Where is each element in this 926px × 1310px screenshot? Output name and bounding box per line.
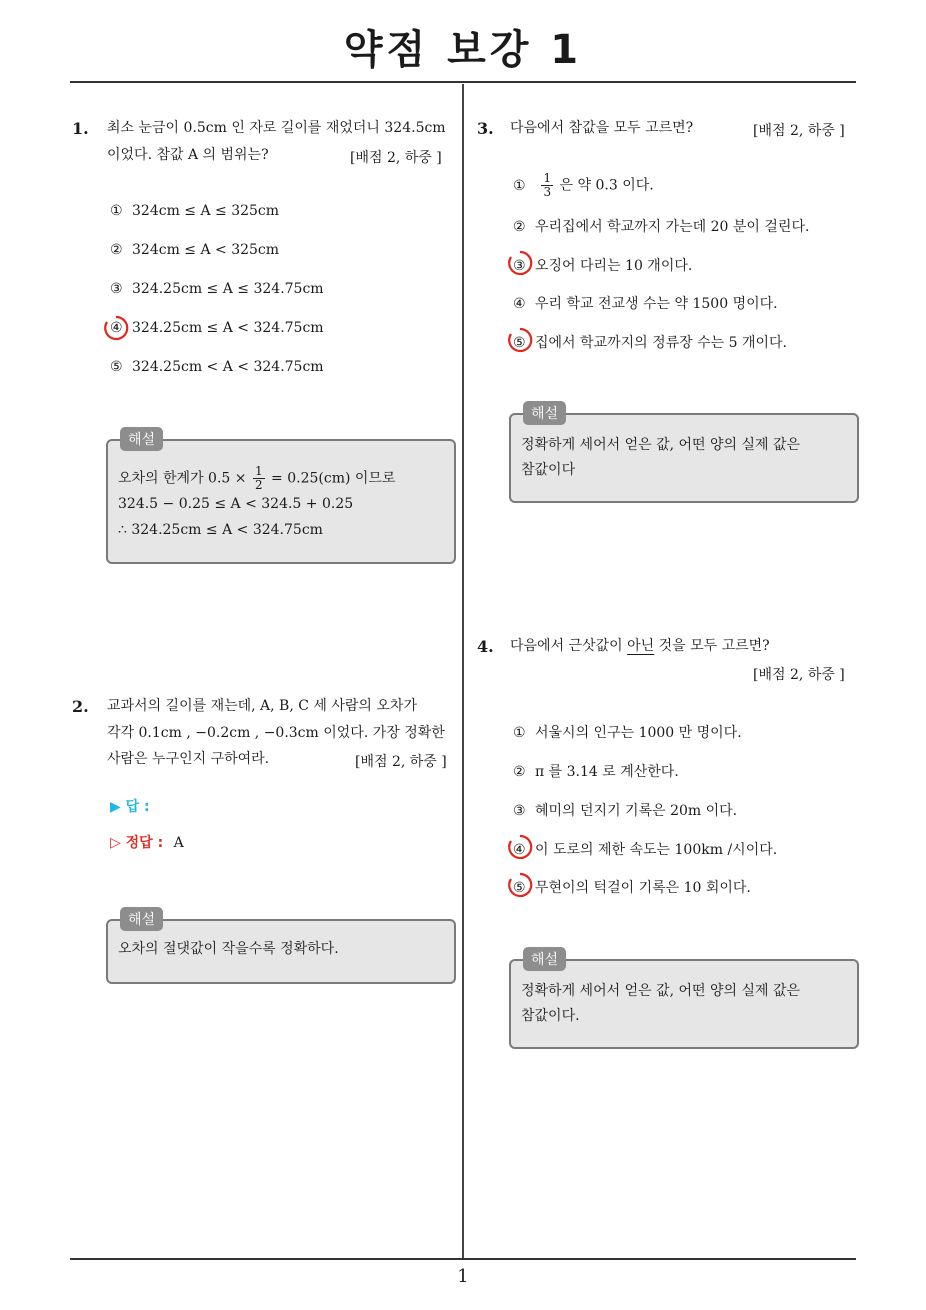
explanation-line: 정확하게 세어서 얻은 값, 어떤 양의 실제 값은 <box>521 983 801 999</box>
option-2[interactable] <box>110 242 279 258</box>
selected-circle-mark <box>102 314 130 342</box>
column-divider <box>462 84 464 1260</box>
footer-rule <box>70 1258 856 1260</box>
option-mark: ① <box>513 177 526 194</box>
question-text-underlined: 아닌 <box>627 638 655 654</box>
option-text: 무현이의 턱걸이 기록은 10 회이다. <box>535 880 751 896</box>
question-text-line <box>510 633 770 660</box>
question-number: 1. <box>72 119 89 138</box>
question-text-line: 사람은 누구인지 구하여라. <box>107 751 270 767</box>
question-text-line: 교과서의 길이를 재는데, A, B, C 세 사람의 오차가 <box>107 698 417 714</box>
option-mark: ② <box>110 242 123 258</box>
fraction-numerator: 1 <box>543 171 552 185</box>
explanation-line: 정확하게 세어서 얻은 값, 어떤 양의 실제 값은 <box>521 437 801 453</box>
header-rule <box>70 81 856 83</box>
option-mark: ④ <box>110 320 123 336</box>
option-1[interactable] <box>513 172 654 199</box>
option-text: 서울시의 인구는 1000 만 명이다. <box>535 725 742 741</box>
page-number: 1 <box>457 1266 469 1287</box>
score-meta: [배점 2, 하중 ] <box>753 123 845 139</box>
option-mark: ③ <box>513 803 526 819</box>
option-text: 324cm ≤ A ≤ 325cm <box>132 203 280 219</box>
option-2[interactable] <box>513 216 809 236</box>
option-2[interactable] <box>513 761 679 781</box>
option-text: 이 도로의 제한 속도는 100km /시이다. <box>535 842 778 858</box>
option-mark: ④ <box>513 842 526 858</box>
question-number: 4. <box>477 637 494 656</box>
question-number: 3. <box>477 119 494 138</box>
option-mark: ⑤ <box>513 880 526 896</box>
option-text: π 를 3.14 로 계산한다. <box>535 764 679 780</box>
explanation-line <box>118 465 395 492</box>
option-4[interactable] <box>513 293 778 313</box>
selected-circle-mark <box>506 326 534 354</box>
fraction-numerator: 1 <box>254 464 263 478</box>
explanation-line: 324.5 − 0.25 ≤ A < 324.5 + 0.25 <box>118 496 354 512</box>
option-3[interactable] <box>513 800 737 820</box>
option-mark: ① <box>513 725 526 741</box>
fraction <box>253 465 265 492</box>
option-5[interactable] <box>513 877 751 897</box>
option-1[interactable] <box>110 203 279 219</box>
option-4[interactable] <box>513 839 777 859</box>
selected-circle-mark <box>506 249 534 277</box>
score-meta: [배점 2, 하중 ] <box>753 667 845 683</box>
correct-answer-value: A <box>173 835 184 851</box>
option-mark: ③ <box>513 258 526 274</box>
option-1[interactable] <box>513 722 742 742</box>
correct-answer <box>110 832 184 852</box>
question-text-line: 이었다. 참값 A 의 범위는? <box>107 147 269 163</box>
explanation-text: 오차의 한계가 0.5 × <box>118 470 247 487</box>
explanation-line: 오차의 절댓값이 작을수록 정확하다. <box>118 941 339 957</box>
page-title: 약점 보강 1 <box>343 27 583 73</box>
option-text: 우리 학교 전교생 수는 약 1500 명이다. <box>535 296 778 312</box>
fraction-denominator: 2 <box>254 478 263 492</box>
explanation-tag: 해설 <box>523 401 566 425</box>
option-text: 324.25cm < A < 324.75cm <box>132 359 324 375</box>
fraction-denominator: 3 <box>543 185 552 199</box>
option-text: 324.25cm ≤ A ≤ 324.75cm <box>132 281 324 297</box>
option-text: 은 약 0.3 이다. <box>559 177 654 194</box>
question-text-line: 최소 눈금이 0.5cm 인 자로 길이를 재었더니 324.5cm <box>107 120 446 136</box>
option-5[interactable] <box>513 332 787 352</box>
selected-circle-mark <box>506 871 534 899</box>
option-mark: ② <box>513 219 526 235</box>
answer-label: ▶ 답 : <box>110 799 150 815</box>
correct-answer-label: ▷ 정답 : <box>110 835 164 851</box>
option-3[interactable] <box>110 281 324 297</box>
option-mark: ⑤ <box>110 359 123 375</box>
explanation-text: = 0.25(cm) 이므로 <box>271 470 396 487</box>
option-text: 우리집에서 학교까지 가는데 20 분이 걸린다. <box>535 219 810 235</box>
question-text-line: 각각 0.1cm , −0.2cm , −0.3cm 이었다. 가장 정확한 <box>107 725 445 741</box>
option-text: 집에서 학교까지의 정류장 수는 5 개이다. <box>535 335 787 351</box>
explanation-line: ∴ 324.25cm ≤ A < 324.75cm <box>118 522 323 538</box>
option-3[interactable] <box>513 255 692 275</box>
option-mark: ③ <box>110 281 123 297</box>
option-text: 오징어 다리는 10 개이다. <box>535 258 693 274</box>
explanation-tag: 해설 <box>120 907 163 931</box>
option-text: 혜미의 던지기 기록은 20m 이다. <box>535 803 738 819</box>
explanation-line: 참값이다 <box>521 462 576 478</box>
option-4[interactable] <box>110 320 324 336</box>
score-meta: [배점 2, 하중 ] <box>355 754 447 770</box>
explanation-tag: 해설 <box>120 427 163 451</box>
option-text: 324.25cm ≤ A < 324.75cm <box>132 320 324 336</box>
question-number: 2. <box>72 697 89 716</box>
explanation-tag: 해설 <box>523 947 566 971</box>
option-mark: ⑤ <box>513 335 526 351</box>
question-text-line: 다음에서 참값을 모두 고르면? <box>510 120 694 136</box>
selected-circle-mark <box>506 833 534 861</box>
explanation-line: 참값이다. <box>521 1008 580 1024</box>
option-5[interactable] <box>110 359 324 375</box>
option-mark: ① <box>110 203 123 219</box>
question-text: 것을 모두 고르면? <box>654 638 770 654</box>
option-mark: ④ <box>513 296 526 312</box>
score-meta: [배점 2, 하중 ] <box>350 150 442 166</box>
question-text: 다음에서 근삿값이 <box>510 638 628 654</box>
fraction <box>541 172 553 199</box>
option-text: 324cm ≤ A < 325cm <box>132 242 280 258</box>
option-mark: ② <box>513 764 526 780</box>
